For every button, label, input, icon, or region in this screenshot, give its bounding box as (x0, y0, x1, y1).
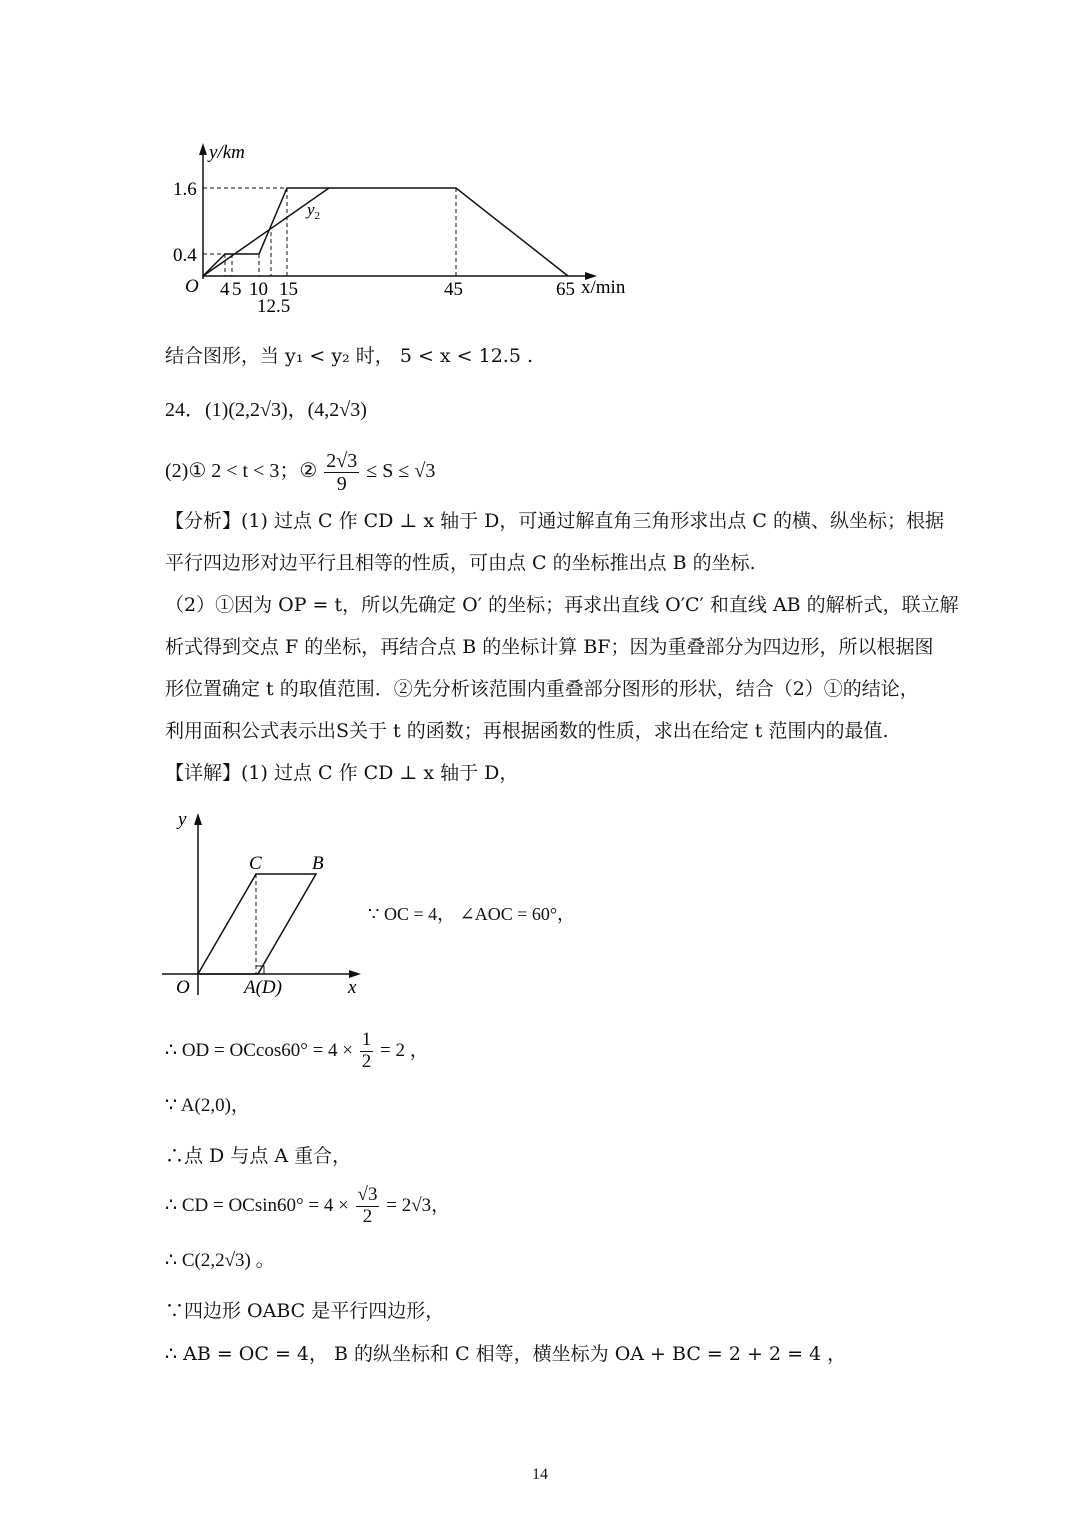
graph1-xtick-65: 65 (556, 279, 575, 300)
analysis-line-3: （2）①因为 OP = t，所以先确定 O′ 的坐标；再求出直线 O′C′ 和直线 AB 的解析式，联立解 (165, 594, 959, 616)
parallelogram-OABC (198, 874, 316, 974)
solution-A-coord: ∵ A(2,0)， (165, 1095, 250, 1116)
answer-24-part2-text: (2)① 2 < t < 3；② (165, 460, 323, 483)
distance-time-graph (165, 135, 645, 320)
graph1-y-axis-label: y/km (209, 142, 245, 163)
answer-24-part2 (165, 450, 435, 495)
conclusion-line: 结合图形，当 y₁ < y₂ 时， 5 < x < 12.5 . (165, 345, 534, 367)
page-number: 14 (532, 1466, 548, 1483)
solution-C-coord: ∴ C(2,2√3) 。 (165, 1250, 275, 1271)
answer-24-part1: 24．(1)(2,2√3)，(4,2√3) (165, 399, 367, 421)
solution-D-coincide: ∴点 D 与点 A 重合， (165, 1145, 352, 1167)
analysis-line-2: 平行四边形对边平行且相等的性质，可由点 C 的坐标推出点 B 的坐标. (165, 552, 756, 574)
solution-CD-line: ∴ CD = OCsin60° = 4 × $\frac{√3}{2}$ = 2√3， (165, 1184, 451, 1227)
graph2-x-label: x (348, 977, 357, 998)
fraction-root3-over-2: $\frac{√3}{2}$ (357, 1184, 378, 1227)
graph1-xtick-15: 15 (279, 279, 298, 300)
graph1-x-axis-label: x/min (581, 277, 626, 298)
fraction-1-over-2: $\frac{1}{2}$ (361, 1029, 372, 1072)
analysis-line-6: 利用面积公式表示出S关于 t 的函数；再根据函数的性质，求出在给定 t 范围内的最值. (165, 720, 889, 742)
point-AD-label: A(D) (244, 977, 282, 998)
fraction-2root3-over-9: $\frac{2√3}{9}$ (326, 450, 358, 495)
solution-OD-line: ∴ OD = OCcos60° = 4 × $\frac{1}{2}$ = 2 ， (165, 1029, 429, 1072)
graph1-xtick-5: 5 (232, 279, 242, 300)
graph1-xtick-4: 4 (220, 279, 230, 300)
graph2-y-arrow (194, 813, 202, 825)
analysis-line-4: 析式得到交点 F 的坐标，再结合点 B 的坐标计算 BF；因为重叠部分为四边形，所以根据图 (165, 636, 934, 658)
solution-AB-line: ∴ AB = OC = 4， B 的纵坐标和 C 相等，横坐标为 OA + BC = 2 + 2 = 4 ， (165, 1343, 847, 1365)
point-C-label: C (249, 853, 262, 874)
graph1-ytick-0.4: 0.4 (173, 245, 197, 266)
graph1-series-y2-label: $y_2$ (307, 200, 321, 222)
analysis-line-1: 【分析】(1) 过点 C 作 CD ⊥ x 轴于 D，可通过解直角三角形求出点 C 的横、纵坐标；根据 (165, 510, 944, 532)
solution-parallelogram: ∵四边形 OABC 是平行四边形， (165, 1300, 445, 1322)
solution-line-1: 【详解】(1) 过点 C 作 CD ⊥ x 轴于 D， (165, 762, 519, 784)
graph2-origin-label: O (176, 977, 190, 998)
answer-24-part2-range: ≤ S ≤ √3 (361, 460, 436, 483)
graph1-series-y1 (203, 188, 568, 276)
graph1-ytick-1.6: 1.6 (173, 179, 197, 200)
graph1-xtick-10: 10 (249, 279, 268, 300)
parallelogram-diagram (160, 805, 365, 1005)
graph1-xtick-45: 45 (444, 279, 463, 300)
graph2-y-label: y (178, 809, 187, 830)
given-OC-angle: ∵ OC = 4， ∠AOC = 60°， (368, 904, 576, 924)
point-B-label: B (312, 853, 324, 874)
graph1-origin-label: O (185, 276, 199, 297)
graph1-xtick-12.5: 12.5 (257, 296, 291, 317)
graph1-y-arrow (199, 143, 207, 155)
analysis-line-5: 形位置确定 t 的取值范围．②先分析该范围内重叠部分图形的形状，结合（2）①的结论， (165, 678, 919, 700)
